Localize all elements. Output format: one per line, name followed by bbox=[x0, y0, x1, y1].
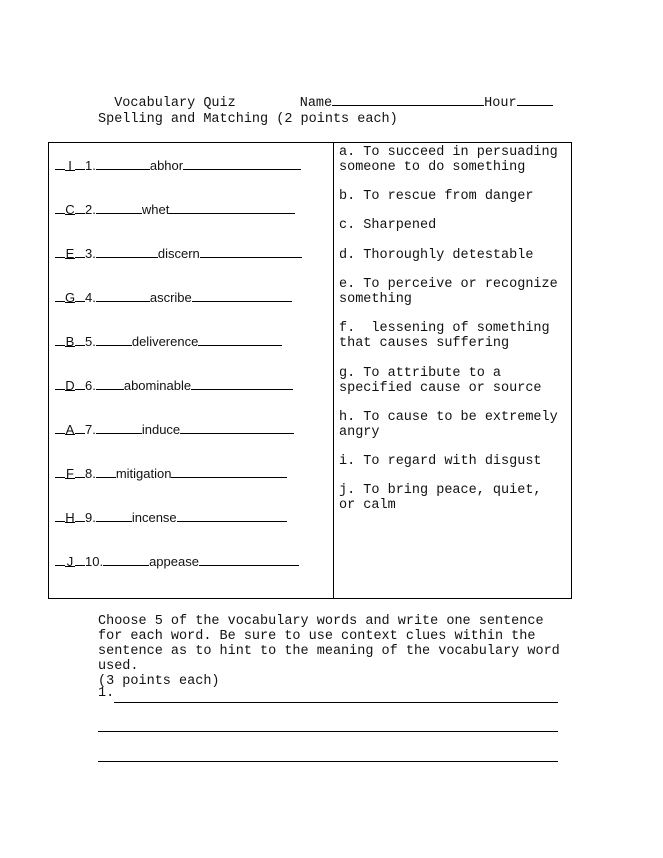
sentence-line-1[interactable] bbox=[114, 702, 558, 703]
match-row bbox=[55, 245, 302, 263]
spelling-field[interactable] bbox=[169, 201, 295, 214]
item-number: 9. bbox=[85, 510, 96, 525]
definition-e: e. To perceive or recognize something bbox=[339, 277, 566, 307]
item-number: 8. bbox=[85, 466, 96, 481]
sentence-instructions: Choose 5 of the vocabulary words and write one sentence for each word. Be sure to use context clues within the sentence as to hint to the meaning of the vocabulary word used. (3 points each) bbox=[98, 614, 560, 689]
spelling-field[interactable] bbox=[183, 157, 301, 170]
item-number: 4. bbox=[85, 290, 96, 305]
definition-i: i. To regard with disgust bbox=[339, 454, 542, 469]
hour-field[interactable] bbox=[517, 93, 553, 106]
answer-field[interactable]: A bbox=[65, 422, 75, 437]
match-row bbox=[55, 333, 282, 351]
item-number: 2. bbox=[85, 202, 96, 217]
match-row bbox=[55, 157, 301, 175]
spelling-field[interactable] bbox=[198, 333, 282, 346]
hour-label: Hour bbox=[484, 96, 517, 111]
definition-h: h. To cause to be extremely angry bbox=[339, 410, 566, 440]
answer-field[interactable]: D bbox=[65, 378, 75, 393]
match-row bbox=[55, 465, 287, 483]
section-subtitle: Spelling and Matching (2 points each) bbox=[98, 112, 398, 127]
sentence-line-3[interactable] bbox=[98, 761, 558, 762]
matching-table bbox=[48, 142, 572, 599]
definition-b: b. To rescue from danger bbox=[339, 189, 534, 204]
item-number: 6. bbox=[85, 378, 96, 393]
match-row bbox=[55, 201, 295, 219]
vocab-word: induce bbox=[141, 422, 181, 437]
spelling-field[interactable] bbox=[199, 553, 299, 566]
quiz-header bbox=[98, 78, 553, 111]
match-row bbox=[55, 421, 294, 439]
vocab-word: ascribe bbox=[149, 290, 192, 305]
answer-field[interactable]: E bbox=[65, 246, 75, 261]
answer-field[interactable]: C bbox=[65, 202, 75, 217]
vocab-word: abhor bbox=[149, 158, 184, 173]
vocab-word: deliverence bbox=[131, 334, 199, 349]
vocab-word: appease bbox=[149, 554, 199, 569]
spelling-field[interactable] bbox=[192, 289, 292, 302]
definition-c: c. Sharpened bbox=[339, 218, 437, 233]
sentence-number: 1. bbox=[98, 686, 115, 701]
answer-field[interactable]: H bbox=[65, 510, 75, 525]
sentence-line-2[interactable] bbox=[98, 731, 558, 732]
column-divider bbox=[333, 143, 334, 598]
spelling-field[interactable] bbox=[200, 245, 302, 258]
answer-field[interactable]: G bbox=[65, 290, 76, 305]
match-row bbox=[55, 377, 293, 395]
match-row bbox=[55, 553, 299, 571]
spelling-field[interactable] bbox=[191, 377, 293, 390]
match-row bbox=[55, 509, 287, 527]
spelling-field[interactable] bbox=[177, 509, 287, 522]
vocab-word: abominable bbox=[123, 378, 192, 393]
item-number: 3. bbox=[85, 246, 96, 261]
answer-field[interactable]: B bbox=[65, 334, 75, 349]
definition-d: d. Thoroughly detestable bbox=[339, 248, 534, 263]
spelling-field[interactable] bbox=[180, 421, 294, 434]
name-label: Name bbox=[299, 96, 333, 111]
answer-field[interactable]: J bbox=[66, 554, 74, 569]
vocab-word: discern bbox=[157, 246, 200, 261]
item-number: 7. bbox=[85, 422, 96, 437]
item-number: 1. bbox=[85, 158, 96, 173]
definition-j: j. To bring peace, quiet, or calm bbox=[339, 483, 550, 513]
definition-a: a. To succeed in persuading someone to do something bbox=[339, 145, 566, 175]
vocab-word: incense bbox=[131, 510, 177, 525]
answer-field[interactable]: F bbox=[66, 466, 74, 481]
definition-f: f. lessening of something that causes suffering bbox=[339, 321, 558, 351]
item-number: 5. bbox=[85, 334, 96, 349]
word-column bbox=[49, 143, 333, 598]
vocab-word: mitigation bbox=[115, 466, 172, 481]
spelling-field[interactable] bbox=[171, 465, 287, 478]
definition-g: g. To attribute to a specified cause or source bbox=[339, 366, 542, 396]
answer-field[interactable]: I bbox=[65, 158, 75, 171]
vocab-word: whet bbox=[141, 202, 170, 217]
quiz-title: Vocabulary Quiz bbox=[114, 96, 236, 111]
item-number: 10. bbox=[85, 554, 104, 569]
name-field[interactable] bbox=[332, 93, 484, 106]
match-row bbox=[55, 289, 292, 307]
definition-column bbox=[339, 143, 567, 598]
